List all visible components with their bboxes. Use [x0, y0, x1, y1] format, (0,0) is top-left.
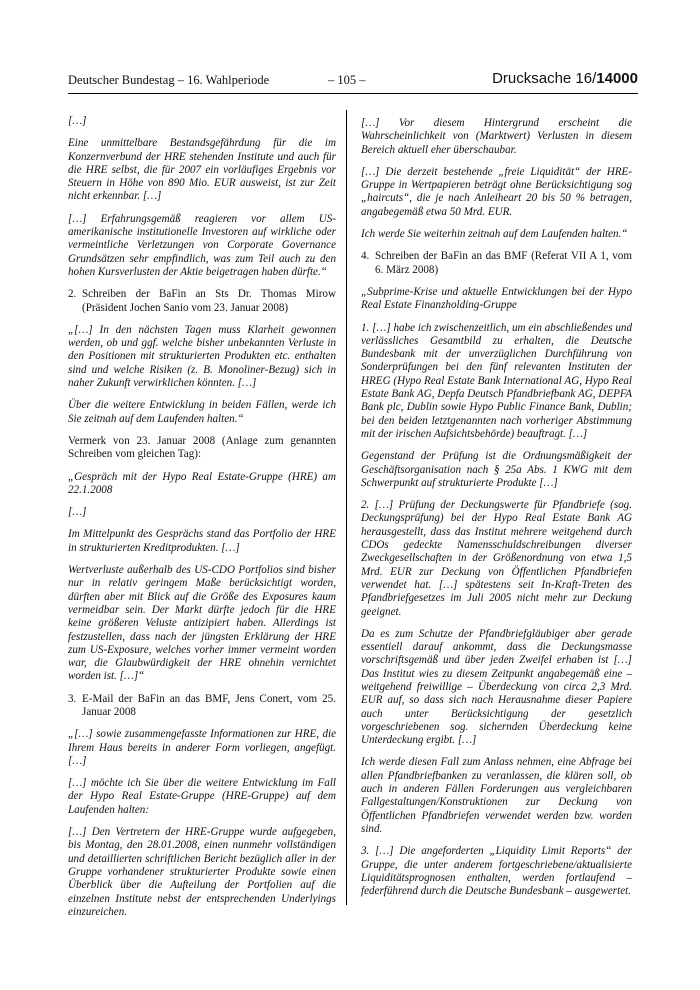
- item-text: E-Mail der BaFin an das BMF, Jens Conert, vom 25. Januar 2008: [82, 692, 336, 718]
- paragraph: […] möchte ich Sie über die weitere Entwicklung im Fall der Hypo Real Estate-Gruppe (HRE-Gruppe) auf dem Laufenden halten:: [68, 777, 336, 816]
- item-number: 3.: [68, 692, 77, 705]
- paragraph: Gegenstand der Prüfung ist die Ordnungsmäßigkeit der Geschäftsorganisation nach § 25a Abs. 1 KWG mit dem Schwerpunkt auf strukturierte Produkte […]: [361, 450, 632, 489]
- left-column: [68, 115, 336, 928]
- paragraph: „[…] sowie zusammengefasste Informationen zur HRE, die Ihrem Haus bereits in anderer Form vorliegen, angefügt. […]: [68, 728, 336, 767]
- paragraph: […] Vor diesem Hintergrund erscheint die Wahrscheinlichkeit von (Marktwert) Verlusten in diesem Bereich aktuell eher überschaubar.: [361, 117, 632, 156]
- header-rule: [68, 93, 638, 94]
- paragraph: […]: [68, 115, 87, 127]
- paragraph: […]: [68, 506, 87, 519]
- paragraph: […] Den Vertretern der HRE-Gruppe wurde aufgegeben, bis Montag, den 28.01.2008, einen nunmehr vollständigen und detaillierten schriftlichen Bericht bezüglich aller in der Gruppe vorhandener strukturierter Produkte sowie einen Überblick über die Aufteilung der Portfolien auf die einzelnen Institute nebst der entsprechenden Underlyings einzureichen.: [68, 826, 336, 918]
- paragraph: 1. […] habe ich zwischenzeitlich, um ein abschließendes und verlässliches Gesamtbild zu erhalten, die Deutsche Bundesbank mit der unverzüglichen Durchführung von Sonderprüfungen bei den fünf relevanten Instituten der HREG (Hypo Real Estate Bank International AG, Hypo Real Estate Bank AG, Depfa Deutsch Pfandbriefbank AG, DEPFA Bank plc, Dublin sowie Hypo Public Finance Bank, Dublin; bei den beiden letztgenannten nach vorheriger Abstimmung mit der irischen Aufsichtsbehörde) beauftragt. […]: [361, 321, 632, 440]
- item-number: 4.: [361, 250, 370, 263]
- item-number: 2.: [68, 288, 77, 301]
- paragraph: 3. […] Die angeforderten „Liquidity Limit Reports“ der Gruppe, die unter anderem fortgeschriebene/aktualisierte Liquiditätsprognosen enthalten, werden fortlaufend – federführend durch die Deutsche Bundesbank – ausgewertet.: [361, 845, 632, 898]
- paragraph: Vermerk von 23. Januar 2008 (Anlage zum genannten Schreiben vom gleichen Tag):: [68, 434, 336, 461]
- paragraph: Ich werde diesen Fall zum Anlass nehmen, eine Abfrage bei allen Pfandbriefbanken zu veranlassen, die klären soll, ob auch in anderen Fällen Forderungen aus vergleichbaren Fallgestaltungen/Konstruktionen zur Deckung von Öffentlichen Pfandbriefen verwendet werden bzw. worden sind.: [361, 756, 632, 835]
- paragraph: Im Mittelpunkt des Gesprächs stand das Portfolio der HRE in strukturierten Kreditprodukten. […]: [68, 528, 336, 554]
- header-doc-id: 14000: [596, 70, 638, 87]
- numbered-heading: [361, 250, 632, 277]
- numbered-heading: [68, 693, 336, 720]
- numbered-heading: [68, 288, 336, 315]
- paragraph: 2. […] Prüfung der Deckungswerte für Pfandbriefe (sog. Deckungsprüfung) bei der Hypo Real Estate Bank AG herausgestellt, dass das Institut mehrere weitgehend durch CDOs gedeckte Namensschuldschreibungen diverser Zweckgesellschaften in der Größenordnung von etwa 1,5 Mrd. EUR zur Deckung von Öffentlichen Pfandbriefen verwendet hat. […] spätestens seit In-Kraft-Treten des Pfandbriefgesetzes im Juli 2005 nicht mehr zur Deckung geeignet.: [361, 499, 632, 618]
- paragraph: […] Die derzeit bestehende „freie Liquidität“ der HRE-Gruppe in Wertpapieren beträgt ohne Berücksichtigung sog „haircuts“, die je nach Anleiheart 20 bis 50 % betragen, angabegemäß etwa 50 Mrd. EUR.: [361, 165, 632, 218]
- paragraph: „Gespräch mit der Hypo Real Estate-Gruppe (HRE) am 22.1.2008: [68, 470, 336, 496]
- item-text: Schreiben der BaFin an Sts Dr. Thomas Mirow (Präsident Jochen Sanio vom 23. Januar 2008): [82, 288, 336, 314]
- header-publication: Deutscher Bundestag – 16. Wahlperiode: [68, 73, 270, 87]
- paragraph: […] Erfahrungsgemäß reagieren vor allem US-amerikanische institutionelle Investoren auf wirkliche oder vermeintliche Verletzungen von Corporate Governance Grundsätzen sehr empfindlich, was zum Teil auch zu den hohen Kursverlusten der Aktie beigetragen haben dürfte.“: [68, 212, 336, 278]
- item-text: Schreiben der BaFin an das BMF (Referat VII A 1, vom 6. März 2008): [375, 250, 632, 276]
- right-column: [361, 117, 632, 907]
- paragraph: Wertverluste außerhalb des US-CDO Portfolios sind bisher nur in relativ geringem Maße berücksichtigt worden, dürften aber mit Blick auf die Größe des Exposures kaum vermeidbar sein. Der Markt dürfte jedoch für die HRE keine größeren Veluste antizipiert haben. Allerdings ist festzustellen, dass nach der jüngsten Erklärung der HRE zum US-Exposure, welches vorher immer vermeint worden war, die Glaubwürdigkeit der HRE ohnehin vernichtet worden ist. […]“: [68, 564, 336, 683]
- header-doc-prefix: Drucksache 16/: [492, 70, 597, 87]
- paragraph: Ich werde Sie weiterhin zeitnah auf dem Laufenden halten.“: [361, 228, 628, 241]
- paragraph: Über die weitere Entwicklung in beiden Fällen, werde ich Sie zeitnah auf dem Laufenden halten.“: [68, 399, 336, 425]
- paragraph: „Subprime-Krise und aktuelle Entwicklungen bei der Hypo Real Estate Finanzholding-Gruppe: [361, 285, 632, 312]
- header-page-number: – 105 –: [328, 73, 366, 87]
- column-divider: [346, 110, 347, 905]
- header-document-number: [492, 70, 638, 87]
- paragraph: Da es zum Schutze der Pfandbriefgläubiger aber gerade essentiell darauf ankommt, dass die Deckungsmasse vorschriftsgemäß und über jeden Zweifel erhaben ist […] Das Institut wies zu diesem Zeitpunkt angabegemäß eine – weitgehend freiwillige – Überdeckung von circa 2,3 Mrd. EUR auf, so dass sich nach Herausnahme dieser Papiere auch unter Berücksichtigung der gesetzlich vorgeschriebenen sog. sichernden Überdeckung keine Unterdeckung ergibt. […]: [361, 627, 632, 747]
- page-header: [68, 70, 638, 92]
- paragraph: Eine unmittelbare Bestandsgefährdung für die im Konzernverbund der HRE stehenden Institute und auch für die HRE selbst, die für 2007 ein vorläufiges Ergebnis vor Steuern in Höhe von 890 Mio. EUR ausweist, ist zur Zeit nicht erkennbar. […]: [68, 137, 336, 203]
- paragraph: „[…] In den nächsten Tagen muss Klarheit gewonnen werden, ob und ggf. welche bisher unbekannten Verluste in den Positionen mit strukturierten Produkten etc. enthalten sind und welche Risiken (z. B. Monoliner-Bezug) sich in naher Zukunft verwirklichen könnten. […]: [68, 323, 336, 390]
